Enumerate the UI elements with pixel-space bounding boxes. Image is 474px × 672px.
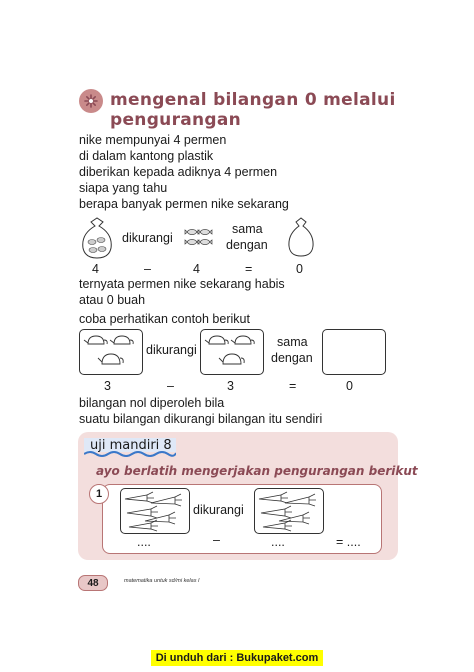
minus-word: dikurangi xyxy=(122,231,173,245)
text-line: ternyata permen nike sekarang habis xyxy=(79,277,285,291)
candy-bag-full-illustration xyxy=(79,216,115,265)
answer-blank: .... xyxy=(137,535,151,549)
equation-result: 0 xyxy=(346,379,353,393)
empty-box xyxy=(322,329,386,375)
candies-illustration xyxy=(184,226,214,253)
equation-operand: 4 xyxy=(193,262,200,276)
answer-blank: .... xyxy=(271,535,285,549)
equation-result: 0 xyxy=(296,262,303,276)
text-line: coba perhatikan contoh berikut xyxy=(79,312,250,326)
equals-word-line2: dengan xyxy=(271,351,313,365)
carrots-box xyxy=(120,488,190,534)
teapots-box xyxy=(79,329,143,375)
minus-sign: – xyxy=(167,379,174,393)
equals-sign: = xyxy=(289,379,297,393)
story-line: siapa yang tahu xyxy=(79,181,168,195)
page-title: mengenal bilangan 0 melalui pengurangan xyxy=(110,90,396,130)
teapots-box xyxy=(200,329,264,375)
equation-operand: 4 xyxy=(92,262,99,276)
task-number: 1 xyxy=(89,484,109,504)
exercise-instruction: ayo berlatih mengerjakan pengurangan berikut xyxy=(96,464,418,478)
flower-icon xyxy=(79,89,103,113)
equals-word-line1: sama xyxy=(232,222,263,236)
result-blank: = .... xyxy=(336,535,361,549)
text-line: atau 0 buah xyxy=(79,293,146,307)
story-line: nike mempunyai 4 permen xyxy=(79,133,227,147)
story-line: diberikan kepada adiknya 4 permen xyxy=(79,165,278,179)
minus-sign: – xyxy=(213,533,220,547)
minus-word: dikurangi xyxy=(146,343,197,357)
exercise-title: uji mandiri 8 xyxy=(90,438,172,453)
minus-sign: – xyxy=(144,262,151,276)
candy-bag-empty-illustration xyxy=(286,216,316,263)
equation-operand: 3 xyxy=(104,379,111,393)
carrots-box xyxy=(254,488,324,534)
conclusion-line: suatu bilangan dikurangi bilangan itu sendiri xyxy=(79,412,323,426)
equals-word-line2: dengan xyxy=(226,238,268,252)
story-line: di dalam kantong plastik xyxy=(79,149,214,163)
equals-sign: = xyxy=(245,262,253,276)
equals-word-line1: sama xyxy=(277,335,308,349)
book-title: matematika untuk sd/mi kelas I xyxy=(124,578,200,584)
conclusion-line: bilangan nol diperoleh bila xyxy=(79,396,225,410)
download-note: Di unduh dari : Bukupaket.com xyxy=(151,650,323,666)
page-number: 48 xyxy=(78,575,108,591)
story-line: berapa banyak permen nike sekarang xyxy=(79,197,289,211)
equation-operand: 3 xyxy=(227,379,234,393)
minus-word: dikurangi xyxy=(193,503,244,517)
